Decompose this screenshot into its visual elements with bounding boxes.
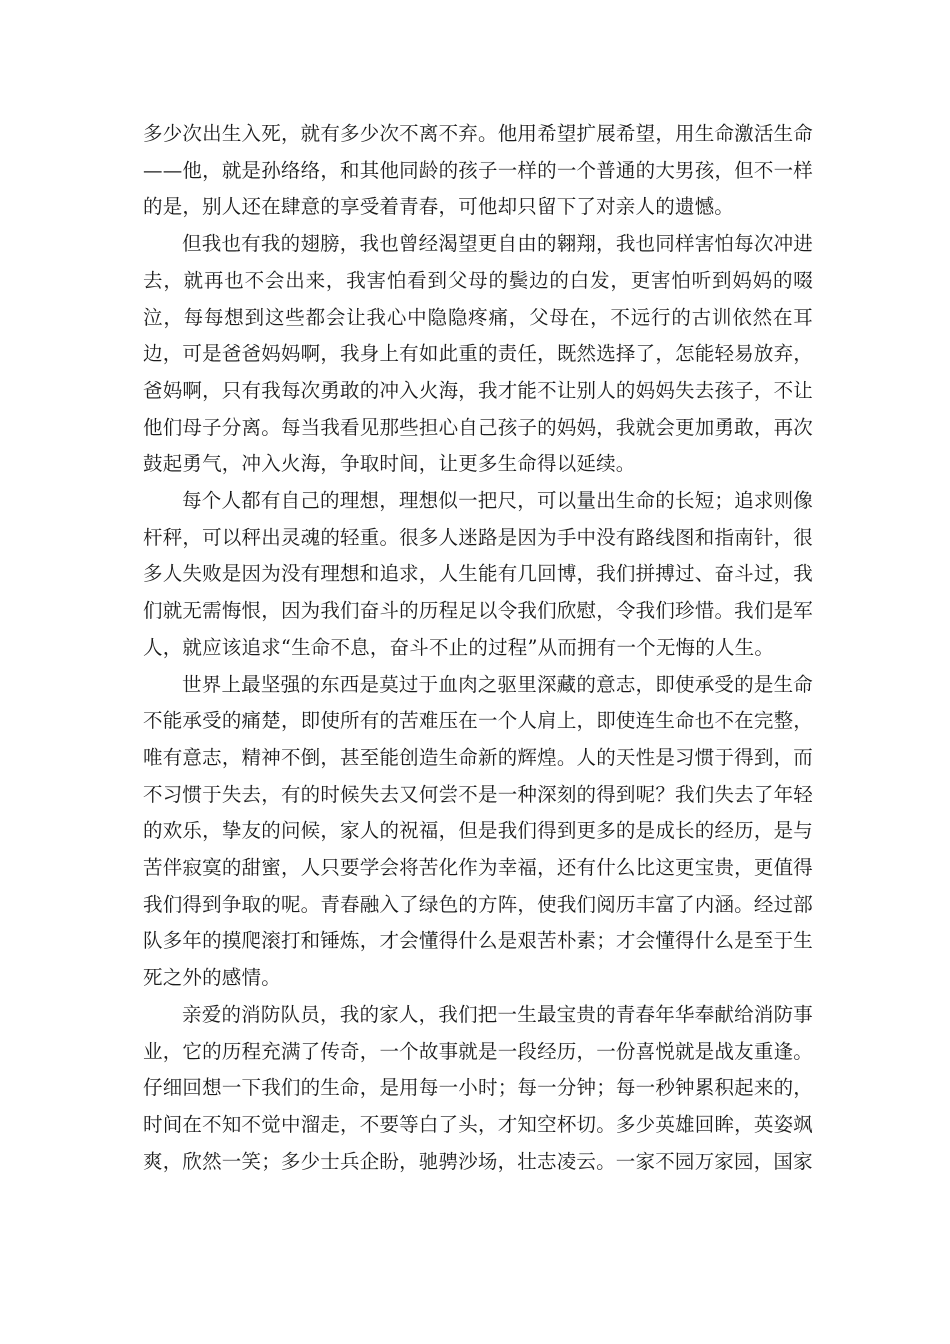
paragraph-2: 但我也有我的翅膀，我也曾经渴望更自由的翱翔，我也同样害怕每次冲进去，就再也不会出来，我害怕看到父母的鬓边的白发，更害怕听到妈妈的啜泣，每每想到这些都会让我心中隐隐疼痛，父母在，不远行的古训依然在耳边，可是爸爸妈妈啊，我身上有如此重的责任，既然选择了，怎能轻易放弃，爸妈啊，只有我每次勇敢的冲入火海，我才能不让别人的妈妈失去孩子，不让他们母子分离。每当我看见那些担心自己孩子的妈妈，我就会更加勇敢，再次鼓起勇气，冲入火海，争取时间，让更多生命得以延续。: [143, 232, 813, 476]
paragraph-4: 世界上最坚强的东西是莫过于血肉之驱里深藏的意志，即使承受的是生命不能承受的痛楚，即使所有的苦难压在一个人肩上，即使连生命也不在完整，唯有意志，精神不倒，甚至能创造生命新的辉煌。人的天性是习惯于得到，而不习惯于失去，有的时候失去又何尝不是一种深刻的得到呢？我们失去了年轻的欢乐，挚友的问候，家人的祝福，但是我们得到更多的是成长的经历，是与苦伴寂寞的甜蜜，人只要学会将苦化作为幸福，还有什么比这更宝贵，更值得我们得到争取的呢。青春融入了绿色的方阵，使我们阅历丰富了内涵。经过部队多年的摸爬滚打和锤炼，才会懂得什么是艰苦朴素；才会懂得什么是至于生死之外的感情。: [143, 672, 813, 990]
paragraph-5: 亲爱的消防队员，我的家人，我们把一生最宝贵的青春年华奉献给消防事业，它的历程充满了传奇，一个故事就是一段经历，一份喜悦就是战友重逢。仔细回想一下我们的生命，是用每一小时；每一分钟；每一秒钟累积起来的，时间在不知不觉中溜走，不要等白了头，才知空杯切。多少英雄回眸，英姿飒爽，欣然一笑；多少士兵企盼，驰骋沙场，壮志凌云。一家不园万家园，国家: [143, 1002, 813, 1173]
paragraph-1: 多少次出生入死，就有多少次不离不弃。他用希望扩展希望，用生命激活生命——他，就是孙络络，和其他同龄的孩子一样的一个普通的大男孩，但不一样的是，别人还在肆意的享受着青春，可他却只留下了对亲人的遗憾。: [143, 122, 813, 219]
document-body: [143, 116, 813, 1180]
paragraph-3: 每个人都有自己的理想，理想似一把尺，可以量出生命的长短；追求则像杆秤，可以秤出灵魂的轻重。很多人迷路是因为手中没有路线图和指南针，很多人失败是因为没有理想和追求，人生能有几回博，我们拼搏过、奋斗过，我们就无需悔恨，因为我们奋斗的历程足以令我们欣慰，令我们珍惜。我们是军人，就应该追求“生命不息，奋斗不止的过程”从而拥有一个无悔的人生。: [143, 489, 813, 659]
